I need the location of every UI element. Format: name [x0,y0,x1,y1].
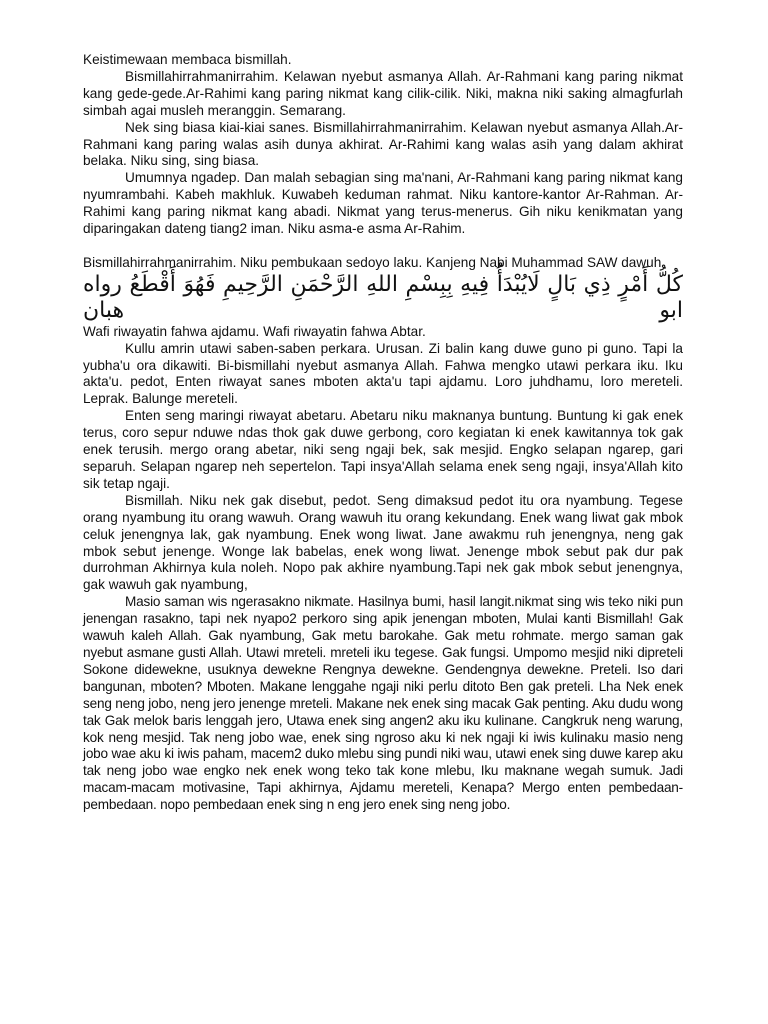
paragraph-8: Bismillah. Niku nek gak disebut, pedot. Seng dimaksud pedot itu ora nyambung. Tegese orang nyambung itu orang wawuh. Orang wawuh itu orang kekundang. Enek wang liwat gak mbok celuk jenengnya lak, gak nyambung. Enek wong liwat. Jane awakmu ruh jenengnya, neng gak mbok sebut jenenge. Wonge lak babelas, enek wong liwat. Jenenge mbok sebut pak dur pak durrohman Akhirnya kula noleh. Nopo pak akhire nyambung.Tapi nek gak mbok sebut jenengnya, gak wawuh gak nyambung, [83,492,683,593]
paragraph-2: Nek sing biasa kiai-kiai sanes. Bismillahirrahmanirrahim. Kelawan nyebut asmanya Allah.Ar-Rahmani kang paring walas asih dunya akhirat. Ar-Rahimi kang walas asih yang dalam akhirat belaka. Niku sing, sing biasa. [83,119,683,169]
paragraph-gap [83,238,683,255]
paragraph-7: Enten seng maringi riwayat abetaru. Abetaru niku maknanya buntung. Buntung ki gak enek terus, coro sepur nduwe ndas thok gak duwe gerbong, coro kegiatan ki enek kawitannya tok gak enek terusih. mergo orang abetar, niki seng ngaji bek, sak mesjid. Engko selapan ngarep, gari separuh. Selapan ngarep neh sepertelon. Tapi insya'Allah selama enek seng ngaji, insya'Allah kito sik tetap ngaji. [83,408,683,491]
paragraph-4: Bismillahirrahmanirrahim. Niku pembukaan sedoyo laku. Kanjeng Nabi Muhammad SAW dawuh [83,254,662,270]
arabic-hadith-line: كُلُّ أَمْرٍ ذِي بَالٍ لَايُبْدَأُ فِيهِ بِبِسْمِ اللهِ الرَّحْمَنِ الرَّحِيمِ فَهُوَ أَقْطَعُ رواه ابو هبان [83,271,683,323]
paragraph-5: Wafi riwayatin fahwa ajdamu. Wafi riwayatin fahwa Abtar. [83,323,426,339]
paragraph-6: Kullu amrin utawi saben-saben perkara. Urusan. Zi balin kang duwe guno pi guno. Tapi la yubha'u ora dikawiti. Bi-bismillahi nyebut asmanya Allah. Fahwa mengko utawi perkara iku. Iku akta'u. pedot, Enten riwayat sanes mboten akta'u tapi ajdamu. Loro juhdhamu, loro mereteli. Leprak. Balunge mereteli. [83,340,683,407]
paragraph-1: Bismillahirrahmanirrahim. Kelawan nyebut asmanya Allah. Ar-Rahmani kang paring nikmat kang gede-gede.Ar-Rahimi kang paring nikmat kang cilik-cilik. Niki, makna niki saking almagfurlah simbah agai musleh meranggin. Semarang. [83,68,683,118]
document-heading: Keistimewaan membaca bismillah. [83,52,292,67]
paragraph-9: Masio saman wis ngerasakno nikmate. Hasilnya bumi, hasil langit.nikmat sing wis teko niki pun jenengan rasakno, tapi nek nyapo2 perkoro sing apik jenengan mboten, Mulai kanti Bismillah! Gak wawuh kaleh Allah. Gak nyambung, Gak metu barokahe. Gak metu rohmate. mergo saman gak nyebut asmane gusti Allah. Utawi mreteli. mreteli iku tegese. Gak fungsi. Umpomo mesjid niki dipreteli Sokone didewekne, usuknya dewekne Rengnya dewekne. Gendengnya dewekne. Preteli. Iso dari bangunan, mboten? Mboten. Makane lenggahe ngaji niki perlu ditoto Ben gak preteli. Lha Nek enek seng neng jobo, neng jero jenenge mreteli. Makane nek enek sing macak Gak penting. Aku dudu wong tak Gak melok baris lenggah jero, Utawa enek sing angen2 aku iku kulinane. Cangkruk neng warung, kok neng mesjid. Tak neng jobo wae, enek sing ngroso aku ki nek ngaji ki iwis kulinaku masio neng jobo wae aku ki iwis paham, macem2 duko mlebu sing pundi niki wau, utawi enek sing duwe karep aku tak neng jobo wae engko nek enek wong teko tak kone mlebu, Iku maknane wegah sumuk. Jadi macam-macam motivasine, Tapi akhirnya, Ajdamu mereteli, Kenapa? Mergo enten pembedaan-pembedaan. nopo pembedaan enek sing n eng jero enek sing neng jobo. [83,594,683,813]
paragraph-3: Umumnya ngadep. Dan malah sebagian sing ma'nani, Ar-Rahmani kang paring nikmat kang nyumrambahi. Kabeh makhluk. Kuwabeh keduman rahmat. Niku kantore-kantor Ar-Rahman. Ar-Rahimi kang paring nikmat kang abadi. Nikmat yang terus-menerus. Gih niku kenikmatan yang diparingakan dateng tiang2 iman. Niku asma-e asma Ar-Rahim. [83,170,683,237]
document-page [83,52,683,814]
